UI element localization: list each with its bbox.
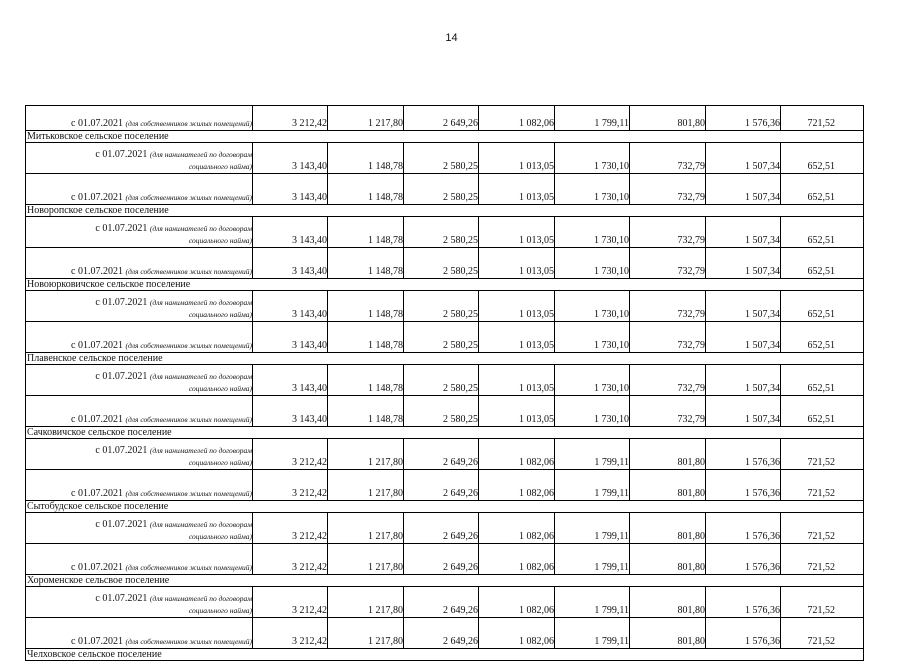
value-cell: 2 649,26 bbox=[404, 513, 479, 544]
value-cell: 652,51 bbox=[781, 365, 864, 396]
value-cell: 3 143,40 bbox=[253, 365, 328, 396]
value-cell: 1 217,80 bbox=[328, 513, 404, 544]
value-cell: 1 082,06 bbox=[479, 587, 555, 618]
settlement-name: Сытобудское сельское поселение bbox=[26, 501, 864, 513]
category-note: (для собственников жилых помещений) bbox=[125, 193, 252, 202]
settlement-name: Новоюрковичское сельское поселение bbox=[26, 279, 864, 291]
value-cell: 721,52 bbox=[781, 513, 864, 544]
value-cell: 2 649,26 bbox=[404, 470, 479, 501]
value-cell: 1 217,80 bbox=[328, 470, 404, 501]
value-cell: 1 799,11 bbox=[555, 470, 630, 501]
category-note: (для нанимателей по договорам bbox=[149, 446, 252, 455]
value-cell: 1 799,11 bbox=[555, 544, 630, 575]
value-cell: 1 082,06 bbox=[479, 544, 555, 575]
table-row bbox=[26, 439, 864, 470]
value-cell: 2 580,25 bbox=[404, 143, 479, 174]
value-cell: 1 576,36 bbox=[706, 587, 781, 618]
value-cell: 652,51 bbox=[781, 322, 864, 353]
value-cell: 1 082,06 bbox=[479, 106, 555, 131]
value-cell: 652,51 bbox=[781, 396, 864, 427]
value-cell: 3 212,42 bbox=[253, 106, 328, 131]
value-cell: 1 013,05 bbox=[479, 248, 555, 279]
effective-date: с 01.07.2021 bbox=[71, 636, 123, 647]
table-row bbox=[26, 618, 864, 649]
table-row bbox=[26, 291, 864, 322]
value-cell: 2 580,25 bbox=[404, 365, 479, 396]
value-cell: 1 013,05 bbox=[479, 396, 555, 427]
value-cell: 2 580,25 bbox=[404, 291, 479, 322]
value-cell: 1 148,78 bbox=[328, 365, 404, 396]
value-cell: 1 730,10 bbox=[555, 322, 630, 353]
value-cell: 1 148,78 bbox=[328, 217, 404, 248]
category-note-continued: социального найма) bbox=[188, 384, 252, 393]
value-cell: 2 580,25 bbox=[404, 322, 479, 353]
value-cell: 721,52 bbox=[781, 587, 864, 618]
value-cell: 721,52 bbox=[781, 470, 864, 501]
settlement-header-row bbox=[26, 575, 864, 587]
value-cell: 1 148,78 bbox=[328, 291, 404, 322]
value-cell: 1 576,36 bbox=[706, 106, 781, 131]
category-note-continued: социального найма) bbox=[188, 162, 252, 171]
effective-date: с 01.07.2021 bbox=[95, 445, 148, 456]
value-cell: 1 507,34 bbox=[706, 143, 781, 174]
value-cell: 652,51 bbox=[781, 291, 864, 322]
category-note: (для нанимателей по договорам bbox=[149, 298, 252, 307]
value-cell: 1 507,34 bbox=[706, 365, 781, 396]
value-cell: 2 580,25 bbox=[404, 248, 479, 279]
value-cell: 732,79 bbox=[630, 143, 706, 174]
category-cell bbox=[26, 106, 253, 131]
settlement-header-row bbox=[26, 501, 864, 513]
value-cell: 721,52 bbox=[781, 618, 864, 649]
category-note: (для собственников жилых помещений) bbox=[125, 489, 252, 498]
value-cell: 652,51 bbox=[781, 248, 864, 279]
value-cell: 1 148,78 bbox=[328, 396, 404, 427]
settlement-name: Хороменское сельсвое поселение bbox=[26, 575, 864, 587]
value-cell: 1 013,05 bbox=[479, 291, 555, 322]
value-cell: 1 799,11 bbox=[555, 106, 630, 131]
value-cell: 732,79 bbox=[630, 322, 706, 353]
value-cell: 2 580,25 bbox=[404, 396, 479, 427]
settlement-name: Новоропское сельское поселение bbox=[26, 205, 864, 217]
value-cell: 2 649,26 bbox=[404, 587, 479, 618]
effective-date: с 01.07.2021 bbox=[95, 519, 148, 530]
category-note: (для собственников жилых помещений) bbox=[125, 637, 252, 646]
category-note-continued: социального найма) bbox=[188, 458, 252, 467]
category-note: (для собственников жилых помещений) bbox=[125, 563, 252, 572]
table-row bbox=[26, 396, 864, 427]
value-cell: 732,79 bbox=[630, 217, 706, 248]
value-cell: 1 576,36 bbox=[706, 618, 781, 649]
category-cell bbox=[26, 143, 253, 174]
category-note: (для нанимателей по договорам bbox=[149, 150, 252, 159]
value-cell: 652,51 bbox=[781, 217, 864, 248]
value-cell: 732,79 bbox=[630, 174, 706, 205]
value-cell: 732,79 bbox=[630, 396, 706, 427]
effective-date: с 01.07.2021 bbox=[71, 562, 123, 573]
value-cell: 1 576,36 bbox=[706, 544, 781, 575]
value-cell: 1 217,80 bbox=[328, 544, 404, 575]
value-cell: 721,52 bbox=[781, 439, 864, 470]
settlement-header-row bbox=[26, 649, 864, 661]
table-row bbox=[26, 470, 864, 501]
value-cell: 1 013,05 bbox=[479, 217, 555, 248]
effective-date: с 01.07.2021 bbox=[95, 297, 148, 308]
category-cell bbox=[26, 470, 253, 501]
table-row bbox=[26, 587, 864, 618]
value-cell: 1 730,10 bbox=[555, 365, 630, 396]
value-cell: 1 217,80 bbox=[328, 618, 404, 649]
value-cell: 1 507,34 bbox=[706, 248, 781, 279]
value-cell: 2 649,26 bbox=[404, 106, 479, 131]
value-cell: 1 730,10 bbox=[555, 396, 630, 427]
value-cell: 3 143,40 bbox=[253, 143, 328, 174]
category-cell bbox=[26, 439, 253, 470]
value-cell: 801,80 bbox=[630, 439, 706, 470]
effective-date: с 01.07.2021 bbox=[95, 223, 148, 234]
effective-date: с 01.07.2021 bbox=[71, 118, 123, 129]
value-cell: 3 143,40 bbox=[253, 291, 328, 322]
table-row bbox=[26, 365, 864, 396]
settlement-header-row bbox=[26, 279, 864, 291]
value-cell: 1 576,36 bbox=[706, 470, 781, 501]
category-note: (для собственников жилых помещений) bbox=[125, 267, 252, 276]
effective-date: с 01.07.2021 bbox=[71, 414, 123, 425]
category-note-continued: социального найма) bbox=[188, 310, 252, 319]
value-cell: 1 799,11 bbox=[555, 439, 630, 470]
value-cell: 1 799,11 bbox=[555, 587, 630, 618]
value-cell: 1 730,10 bbox=[555, 248, 630, 279]
value-cell: 1 013,05 bbox=[479, 322, 555, 353]
value-cell: 1 730,10 bbox=[555, 217, 630, 248]
value-cell: 2 580,25 bbox=[404, 217, 479, 248]
value-cell: 1 082,06 bbox=[479, 513, 555, 544]
value-cell: 1 576,36 bbox=[706, 439, 781, 470]
value-cell: 1 148,78 bbox=[328, 248, 404, 279]
value-cell: 1 013,05 bbox=[479, 365, 555, 396]
category-cell bbox=[26, 544, 253, 575]
value-cell: 1 082,06 bbox=[479, 439, 555, 470]
category-note: (для нанимателей по договорам bbox=[149, 372, 252, 381]
value-cell: 801,80 bbox=[630, 587, 706, 618]
category-cell bbox=[26, 322, 253, 353]
table-row bbox=[26, 322, 864, 353]
value-cell: 1 576,36 bbox=[706, 513, 781, 544]
value-cell: 1 507,34 bbox=[706, 174, 781, 205]
value-cell: 1 799,11 bbox=[555, 618, 630, 649]
value-cell: 3 212,42 bbox=[253, 618, 328, 649]
value-cell: 732,79 bbox=[630, 291, 706, 322]
value-cell: 1 507,34 bbox=[706, 396, 781, 427]
table-row bbox=[26, 143, 864, 174]
value-cell: 3 212,42 bbox=[253, 470, 328, 501]
category-cell bbox=[26, 513, 253, 544]
value-cell: 1 148,78 bbox=[328, 143, 404, 174]
settlement-header-row bbox=[26, 353, 864, 365]
effective-date: с 01.07.2021 bbox=[95, 593, 148, 604]
table-row bbox=[26, 248, 864, 279]
effective-date: с 01.07.2021 bbox=[71, 192, 123, 203]
category-note: (для нанимателей по договорам bbox=[149, 594, 252, 603]
category-cell bbox=[26, 396, 253, 427]
value-cell: 801,80 bbox=[630, 618, 706, 649]
table-row bbox=[26, 217, 864, 248]
category-cell bbox=[26, 291, 253, 322]
settlement-header-row bbox=[26, 131, 864, 143]
value-cell: 2 649,26 bbox=[404, 618, 479, 649]
value-cell: 652,51 bbox=[781, 143, 864, 174]
category-cell bbox=[26, 618, 253, 649]
category-cell bbox=[26, 174, 253, 205]
value-cell: 3 143,40 bbox=[253, 174, 328, 205]
table-row bbox=[26, 544, 864, 575]
value-cell: 732,79 bbox=[630, 248, 706, 279]
value-cell: 3 143,40 bbox=[253, 322, 328, 353]
value-cell: 1 730,10 bbox=[555, 291, 630, 322]
value-cell: 1 217,80 bbox=[328, 587, 404, 618]
value-cell: 1 730,10 bbox=[555, 174, 630, 205]
page-number: 14 bbox=[445, 32, 458, 44]
effective-date: с 01.07.2021 bbox=[71, 488, 123, 499]
value-cell: 1 507,34 bbox=[706, 291, 781, 322]
effective-date: с 01.07.2021 bbox=[71, 266, 123, 277]
value-cell: 801,80 bbox=[630, 513, 706, 544]
category-note-continued: социального найма) bbox=[188, 606, 252, 615]
table-row bbox=[26, 106, 864, 131]
value-cell: 2 649,26 bbox=[404, 439, 479, 470]
value-cell: 3 212,42 bbox=[253, 587, 328, 618]
settlement-name: Сачковичское сельское поселение bbox=[26, 427, 864, 439]
value-cell: 3 212,42 bbox=[253, 439, 328, 470]
value-cell: 2 580,25 bbox=[404, 174, 479, 205]
value-cell: 3 143,40 bbox=[253, 217, 328, 248]
value-cell: 1 148,78 bbox=[328, 322, 404, 353]
category-cell bbox=[26, 248, 253, 279]
table-row bbox=[26, 513, 864, 544]
value-cell: 1 217,80 bbox=[328, 439, 404, 470]
value-cell: 801,80 bbox=[630, 106, 706, 131]
table-row bbox=[26, 174, 864, 205]
category-note: (для нанимателей по договорам bbox=[149, 224, 252, 233]
effective-date: с 01.07.2021 bbox=[95, 149, 148, 160]
value-cell: 1 082,06 bbox=[479, 470, 555, 501]
tariff-table bbox=[25, 105, 864, 661]
category-note-continued: социального найма) bbox=[188, 532, 252, 541]
value-cell: 3 212,42 bbox=[253, 544, 328, 575]
value-cell: 1 013,05 bbox=[479, 174, 555, 205]
value-cell: 1 799,11 bbox=[555, 513, 630, 544]
value-cell: 652,51 bbox=[781, 174, 864, 205]
value-cell: 1 148,78 bbox=[328, 174, 404, 205]
value-cell: 2 649,26 bbox=[404, 544, 479, 575]
settlement-header-row bbox=[26, 427, 864, 439]
category-note: (для собственников жилых помещений) bbox=[125, 341, 252, 350]
category-cell bbox=[26, 365, 253, 396]
value-cell: 3 212,42 bbox=[253, 513, 328, 544]
value-cell: 1 217,80 bbox=[328, 106, 404, 131]
settlement-name: Митьковское сельское поселение bbox=[26, 131, 864, 143]
value-cell: 721,52 bbox=[781, 544, 864, 575]
category-note-continued: социального найма) bbox=[188, 236, 252, 245]
category-note: (для собственников жилых помещений) bbox=[125, 119, 252, 128]
value-cell: 801,80 bbox=[630, 470, 706, 501]
category-cell bbox=[26, 587, 253, 618]
value-cell: 721,52 bbox=[781, 106, 864, 131]
value-cell: 1 730,10 bbox=[555, 143, 630, 174]
effective-date: с 01.07.2021 bbox=[71, 340, 123, 351]
value-cell: 801,80 bbox=[630, 544, 706, 575]
value-cell: 1 507,34 bbox=[706, 217, 781, 248]
value-cell: 1 082,06 bbox=[479, 618, 555, 649]
category-note: (для собственников жилых помещений) bbox=[125, 415, 252, 424]
category-cell bbox=[26, 217, 253, 248]
category-note: (для нанимателей по договорам bbox=[149, 520, 252, 529]
effective-date: с 01.07.2021 bbox=[95, 371, 148, 382]
value-cell: 3 143,40 bbox=[253, 396, 328, 427]
settlement-name: Плавенское сельское поселение bbox=[26, 353, 864, 365]
value-cell: 3 143,40 bbox=[253, 248, 328, 279]
settlement-name: Челховское сельское поселение bbox=[26, 649, 864, 661]
settlement-header-row bbox=[26, 205, 864, 217]
value-cell: 1 013,05 bbox=[479, 143, 555, 174]
value-cell: 732,79 bbox=[630, 365, 706, 396]
value-cell: 1 507,34 bbox=[706, 322, 781, 353]
